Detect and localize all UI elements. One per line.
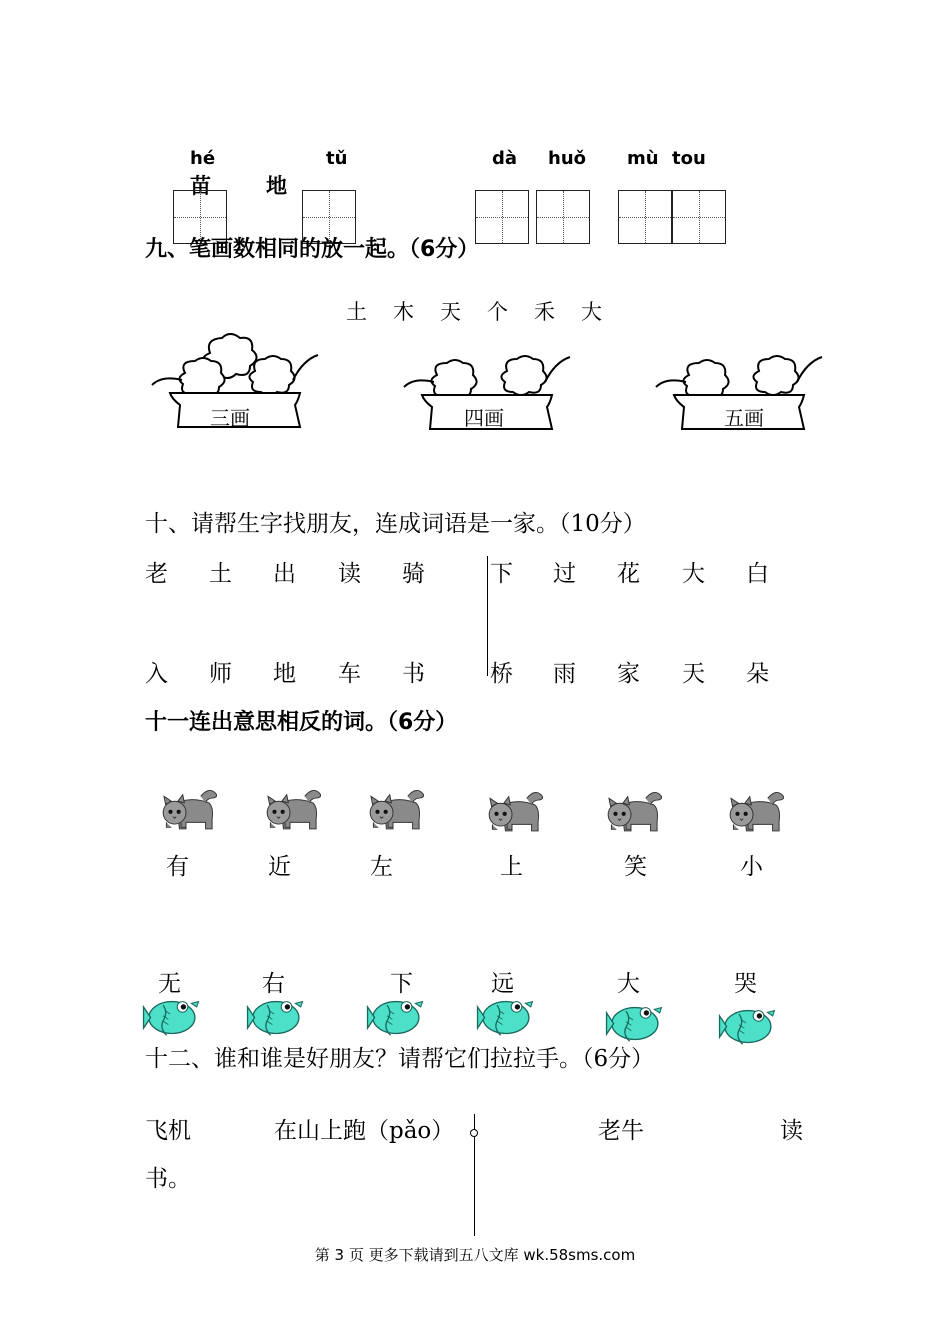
pinyin-he: hé <box>190 148 216 169</box>
q11-bottom-word[interactable]: 右 <box>262 971 285 997</box>
fish-icon <box>603 994 665 1046</box>
q10-char[interactable]: 车 <box>338 661 361 687</box>
fish-icon <box>364 988 426 1040</box>
q12-left-1[interactable]: 飞机 <box>145 1118 191 1144</box>
fish-icon <box>716 997 778 1049</box>
q10-char[interactable]: 入 <box>145 661 168 687</box>
q10-char[interactable]: 老 <box>145 561 168 587</box>
cat-icon <box>362 782 424 840</box>
q10-char[interactable]: 过 <box>553 561 576 587</box>
q10-char[interactable]: 雨 <box>553 661 576 687</box>
q10-char[interactable]: 大 <box>682 561 705 587</box>
fish-icon <box>140 988 202 1040</box>
q11-top-word[interactable]: 近 <box>268 854 291 880</box>
q10-char[interactable]: 土 <box>209 561 232 587</box>
q11-bottom-word[interactable]: 远 <box>491 971 514 997</box>
q10-char[interactable]: 书 <box>402 661 425 687</box>
q10-char[interactable]: 朵 <box>746 661 769 687</box>
pot-label-three: 三画 <box>210 406 250 430</box>
q10-char[interactable]: 师 <box>209 661 232 687</box>
q9-char: 天 <box>440 300 461 324</box>
q10-title: 十、请帮生字找朋友，连成词语是一家。（10分） <box>145 511 646 537</box>
q10-char[interactable]: 桥 <box>490 661 513 687</box>
hint-miao: 苗 <box>190 174 211 198</box>
pinyin-huo: huǒ <box>548 148 586 169</box>
q11-bottom-word[interactable]: 下 <box>390 971 413 997</box>
cat-icon <box>481 784 543 842</box>
writing-grid-3[interactable] <box>475 190 529 244</box>
fish-icon <box>244 988 306 1040</box>
pinyin-da: dà <box>492 148 518 169</box>
q10-char[interactable]: 出 <box>273 561 296 587</box>
pot-label-five: 五画 <box>724 406 764 430</box>
q12-right-3[interactable]: 书。 <box>145 1166 191 1192</box>
pinyin-mu: mù <box>627 148 659 169</box>
fish-icon <box>474 988 536 1040</box>
q12-right-1[interactable]: 老牛 <box>598 1118 644 1144</box>
writing-grid-5[interactable] <box>618 190 672 244</box>
q12-left-2[interactable]: 在山上跑（pǎo） <box>274 1118 455 1144</box>
q9-char: 木 <box>393 300 414 324</box>
q9-char: 禾 <box>534 300 555 324</box>
hint-di: 地 <box>266 174 287 198</box>
q9-title: 九、笔画数相同的放一起。（6分） <box>145 237 480 262</box>
pot-label-four: 四画 <box>464 406 504 430</box>
divider-dot <box>470 1129 478 1137</box>
q10-char[interactable]: 家 <box>617 661 640 687</box>
divider-line <box>487 556 488 676</box>
q11-top-word[interactable]: 左 <box>370 854 393 880</box>
q9-char: 个 <box>487 300 508 324</box>
q10-char[interactable]: 地 <box>273 661 296 687</box>
cat-icon <box>155 782 217 840</box>
q11-bottom-word[interactable]: 哭 <box>734 971 757 997</box>
q11-top-word[interactable]: 上 <box>500 854 523 880</box>
cat-icon <box>259 782 321 840</box>
cat-icon <box>600 784 662 842</box>
q12-right-2[interactable]: 读 <box>780 1118 803 1144</box>
q11-top-word[interactable]: 有 <box>166 854 189 880</box>
q11-bottom-word[interactable]: 大 <box>617 971 640 997</box>
q10-char[interactable]: 白 <box>746 561 769 587</box>
q11-top-word[interactable]: 笑 <box>624 854 647 880</box>
q9-char: 土 <box>346 300 367 324</box>
q10-char[interactable]: 读 <box>338 561 361 587</box>
q12-title: 十二、谁和谁是好朋友？请帮它们拉拉手。（6分） <box>145 1046 655 1072</box>
page-footer: 第 3 页 更多下载请到五八文库 wk.58sms.com <box>314 1246 636 1264</box>
q11-bottom-word[interactable]: 无 <box>158 971 181 997</box>
q10-char[interactable]: 下 <box>490 561 513 587</box>
writing-grid-6[interactable] <box>672 190 726 244</box>
q11-top-word[interactable]: 小 <box>740 854 763 880</box>
q10-char[interactable]: 天 <box>682 661 705 687</box>
q10-char[interactable]: 骑 <box>402 561 425 587</box>
writing-grid-4[interactable] <box>536 190 590 244</box>
pinyin-tou: tou <box>672 148 706 169</box>
pinyin-tu: tǔ <box>326 148 348 169</box>
cat-icon <box>722 784 784 842</box>
q9-char: 大 <box>581 300 602 324</box>
q10-char[interactable]: 花 <box>617 561 640 587</box>
q11-title: 十一连出意思相反的词。（6分） <box>145 710 458 735</box>
